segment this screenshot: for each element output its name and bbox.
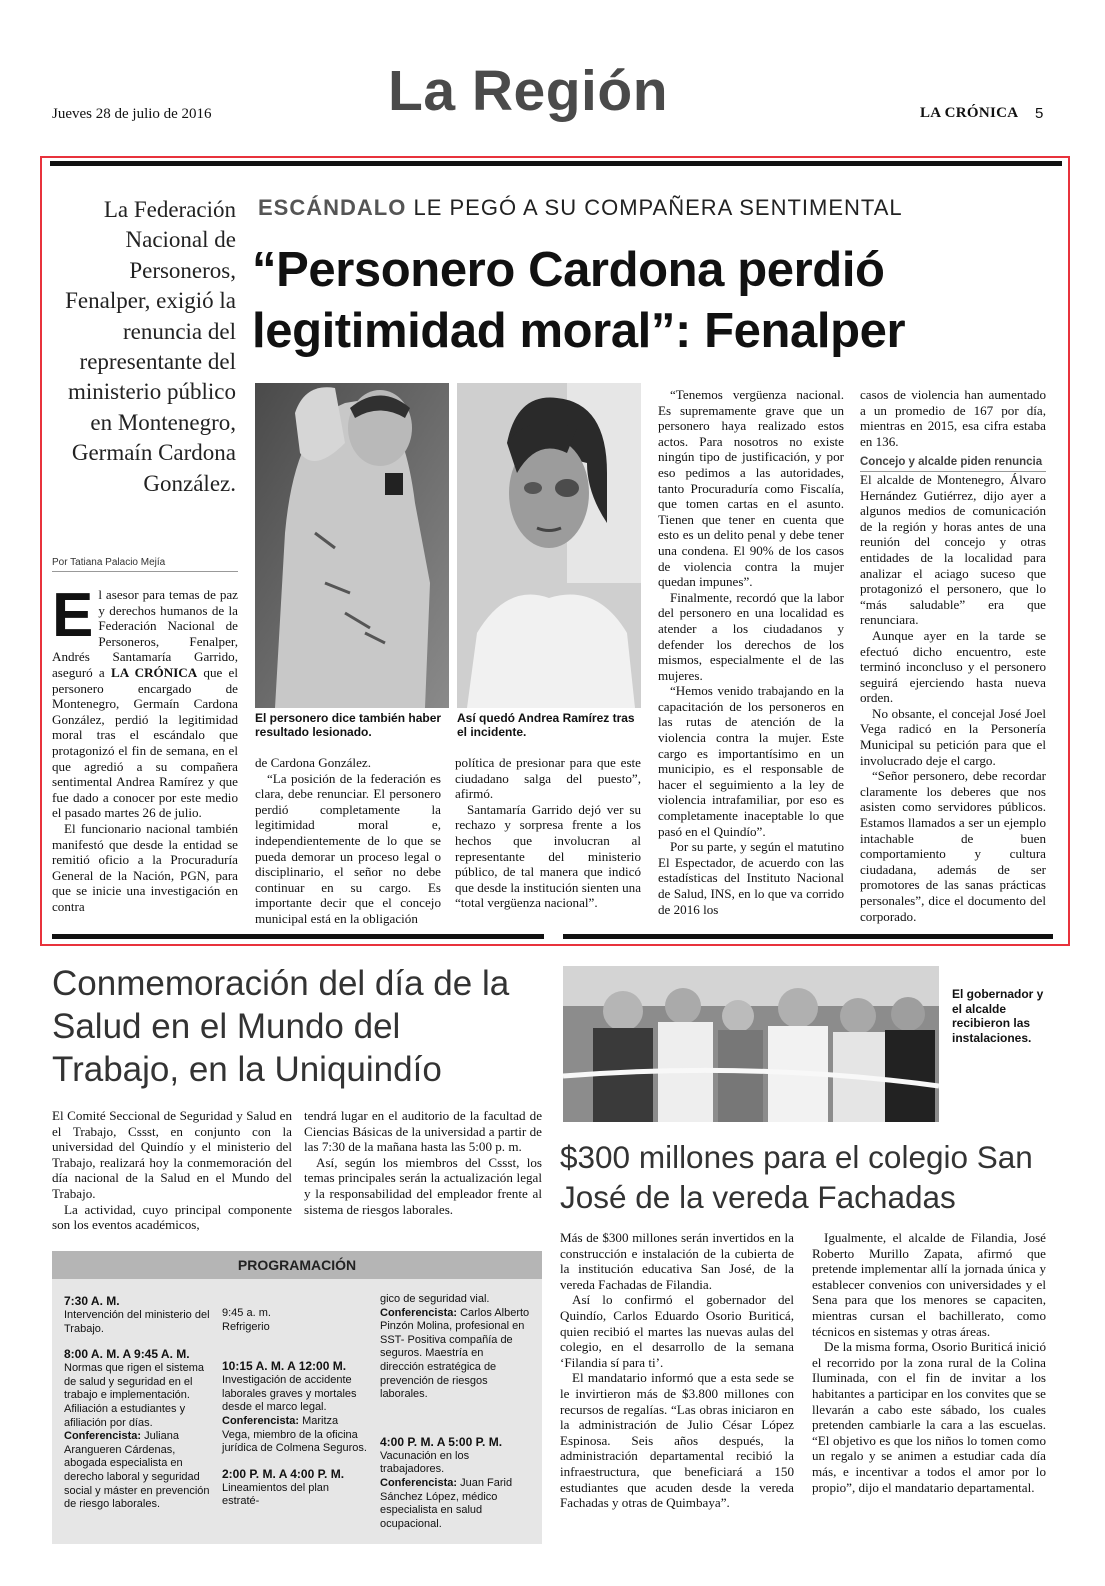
colegio-col-2 <box>812 1230 1046 1495</box>
colegio-photo-caption: El gobernador y el alcalde recibieron las instalaciones. <box>952 987 1044 1045</box>
section-title: La Región <box>388 59 669 123</box>
schedule-desc: Investigación de accidente laborales graves y mortales desde el marco legal. <box>222 1374 357 1414</box>
col3-paragraph-2: Santamaría Garrido dejó ver su rechazo y sorpresa frente a los hechos que involucran al representante del ministerio público, de tal manera que indicó que desde la institución sienten una “total vergüenza nacional”. <box>455 801 641 911</box>
schedule-time: 7:30 A. M. <box>64 1294 120 1308</box>
col4-paragraph-4: Por su parte, y según el matutino El Espectador, de acuerdo con las estadísticas del Instituto Nacional de Salud, INS, en lo que va corrido de 2016 los <box>658 839 844 917</box>
kicker-text: LE PEGÓ A SU COMPAÑERA SENTIMENTAL <box>406 195 903 220</box>
salud-paragraph-3: tendrá lugar en el auditorio de la facultad de Ciencias Básicas de la universidad a partir de las 7:30 de la mañana hasta las 5:00 p. m. <box>304 1108 542 1155</box>
salud-paragraph-4: Así, según los miembros del Cssst, los temas principales serán la actualización legal y la responsabilidad del empleador frente al sistema de riesgos laborales. <box>304 1154 542 1217</box>
bottom-rule-right <box>563 934 1053 939</box>
col2-paragraph-2: “La posición de la federación es clara, debe renunciar. El personero perdió completamente la legitimidad moral e, independientemente de lo que se pueda demorar un proceso legal o disciplinario, el señor no debe continuar en su cargo. Es importante decir que el concejo municipal está en la obligación <box>255 770 441 926</box>
schedule-desc: Vacunación en los trabajadores. <box>380 1449 470 1476</box>
col5-paragraph-2: El alcalde de Montenegro, Álvaro Hernández Gutiérrez, dijo ayer a algunos medios de comunicación de la región y horas antes de una reunión del concejo y otras entidades de la localidad para analizar el aciago suceso que protagonizó el personero, que lo “más saludable” era que renunciara. <box>860 471 1046 628</box>
programacion-title: PROGRAMACIÓN <box>237 1257 357 1273</box>
bottom-rule-left <box>52 934 544 939</box>
page-date: Jueves 28 de julio de 2016 <box>52 106 212 122</box>
headline-line-2: legitimidad moral”: Fenalper <box>252 304 906 358</box>
colegio-col-1 <box>560 1230 794 1511</box>
salud-col-1 <box>52 1108 292 1233</box>
speaker-label: Conferencista: <box>64 1430 142 1443</box>
kicker-label: ESCÁNDALO <box>258 195 407 220</box>
col5-subheading: Concejo y alcalde piden renuncia <box>860 455 1046 472</box>
speaker-name: Juan Farid Sánchez López, médico especialista en salud ocupacional. <box>380 1476 513 1530</box>
schedule-desc: Refrigerio <box>222 1320 270 1333</box>
speaker-label: Conferencista: <box>222 1414 300 1427</box>
headline-line-1: “Personero Cardona perdió <box>252 243 885 297</box>
brand-mention: LA CRÓNICA <box>110 664 198 680</box>
schedule-desc: Intervención del ministerio del Trabajo. <box>64 1309 210 1335</box>
colegio-paragraph-3: El mandatario informó que a esta sede se le invirtieron más de $3.800 millones con recursos de regalías. “Las obras iniciaron en la administración de Julio César López Espinosa. Seis años después, la administración departamental recibió la infraestructura, que beneficiará a 150 estudiantes que acuden desde la vereda Fachadas y otras de Quimbaya”. <box>560 1370 794 1511</box>
byline: Por Tatiana Palacio Mejía <box>52 557 166 568</box>
photo2-caption: Así quedó Andrea Ramírez tras el incidente. <box>457 711 635 739</box>
schedule-time: 2:00 P. M. A 4:00 P. M. <box>222 1466 345 1481</box>
speaker-name: Juliana Arangueren Cárdenas, abogada especialista en derecho laboral y seguridad social y máster en prevención de riesgo laborales. <box>64 1430 210 1511</box>
page-number: 5 <box>1035 105 1044 122</box>
col1-text-a: l asesor para temas de paz y derechos humanos de la Federación Nacional de Personeros, Fenalper, Andrés Santamaría Garrido, aseguró a <box>52 587 238 680</box>
speaker-name: Maritza Vega, miembro de la oficina jurídica de Colmena Seguros. <box>222 1414 367 1455</box>
col2-paragraph-1: de Cardona González. <box>255 755 371 770</box>
col1-text-b: que el personero encargado de Montenegro, Germaín Cardona González, perdió la legitimidad moral tras el escándalo que protagonizó el fin de semana, en el que agredió a su compañera sentimental Andrea Ramírez y que fue dado a conocer por este medio el pasado martes 26 de julio. <box>52 664 238 821</box>
salud-paragraph-2: La actividad, cuyo principal componente son los eventos académicos, <box>52 1201 292 1233</box>
article-col-3 <box>455 755 641 911</box>
schedule-time: 4:00 P. M. A 5:00 P. M. <box>380 1434 503 1449</box>
colegio-paragraph-1: Más de $300 millones serán invertidos en la construcción e instalación de la cubierta de la institución educativa San José, de la vereda Fachadas de Filandia. <box>560 1230 794 1292</box>
drop-cap: E <box>52 581 94 650</box>
col5-paragraph-3: Aunque ayer en la tarde se efectuó dicho encuentro, este terminó inconcluso y el personero seguirá ejerciendo hasta nueva orden. <box>860 627 1046 706</box>
article-col-4 <box>658 387 844 917</box>
salud-headline: Conmemoración del día de la Salud en el Mundo del Trabajo, en la Uniquindío <box>52 964 510 1089</box>
colegio-paragraph-4: Igualmente, el alcalde de Filandia, José Roberto Murillo Zapata, afirmó que pretende implementar allí la jornada única y establecer convenios con universidades y el Sena para que los menores se capaciten, mientras cursan el bachillerato, como técnicos en sistemas y otras áreas. <box>812 1230 1046 1339</box>
schedule-time: 9:45 a. m. <box>222 1307 271 1319</box>
col4-paragraph-2: Finalmente, recordó que la labor del personero en una localidad es atender a los ciudadanos y defender los derechos de los mismos, especialmente el de las mujeres. <box>658 589 844 683</box>
article-headline <box>252 240 905 362</box>
schedule-time: 8:00 A. M. A 9:45 A. M. <box>64 1347 190 1362</box>
colegio-paragraph-5: De la misma forma, Osorio Buriticá inició el recorrido por la zona rural de la Colina Iluminada, con el fin de invitar a los habitantes a participar en los convites que se llevarán a cabo este sábado, los cuales pretenden cambiarle la cara a las escuelas. “El objetivo es que los niños lo tomen como un regalo y se animen a estudiar cada día más, e incentivar a todos el amor por lo propio”, dijo el mandatario departamental. <box>812 1339 1046 1495</box>
personero-photo <box>255 383 449 708</box>
col5-paragraph-4: No obsante, el concejal José Joel Vega radicó en la Personería Municipal su petición para que el involucrado deje el cargo. <box>860 705 1046 768</box>
article-summary: La Federación Nacional de Personeros, Fenalper, exigió la renuncia del representante del ministerio público en Montenegro, Germaín Cardona González. <box>65 197 236 496</box>
paper-name <box>920 105 1018 122</box>
article-col-5 <box>860 387 1046 924</box>
schedule-desc: Lineamientos del plan estraté- <box>222 1481 330 1508</box>
schedule-desc: gico de seguridad vial. <box>380 1293 490 1305</box>
colegio-paragraph-2: Así lo confirmó el gobernador del Quindío, Carlos Eduardo Osorio Buriticá, quien recibió el martes las nuevas aulas del colegio, en el desarrollo de la semana ‘Filandia sí para ti’. <box>560 1292 794 1370</box>
schedule-desc: Normas que rigen el sistema de salud y seguridad en el trabajo e implementación. Afiliación a estudiantes y afiliación por días. <box>64 1362 205 1429</box>
speaker-label: Conferencista: <box>380 1476 458 1489</box>
salud-col-2 <box>304 1108 542 1217</box>
col4-paragraph-1: “Tenemos vergüenza nacional. Es supremamente grave que un personero haya realizado estos actos. Para nosotros no existe ningún tipo de justificación, y por eso pedimos a las autoridades, tanto Procuraduría como Fiscalía, que tomen cartas en el asunto. Tienen que tener en cuenta que esto es un delito penal y debe tener una condena. El 90% de los casos de violencia contra la mujer quedan impunes”. <box>658 387 844 590</box>
article-kicker <box>258 195 903 221</box>
paper-name-text: LA CRÓNICA <box>920 105 1019 121</box>
programacion-col-1 <box>64 1293 210 1512</box>
salud-paragraph-1: El Comité Seccional de Seguridad y Salud en el Trabajo, Cssst, en conjunto con la universidad del Quindío y el ministerio del Trabajo, realizará hoy la conmemoración del día nacional de la Salud en el Mundo del Trabajo. <box>52 1108 292 1201</box>
col5-paragraph-5: “Señor personero, debe recordar claramente los deberes que nos asisten como servidores públicos. Estamos llamados a ser un ejemplo intachable de buen comportamiento y cultura ciudadana, además de ser promotores de las sanas prácticas personales”, dice el documento del corporado. <box>860 768 1046 924</box>
col5-paragraph-1: casos de violencia han aumentado a un promedio de 167 por día, mientras en 2015, esa cifra estaba en 136. <box>860 387 1046 449</box>
col1-paragraph-2: El funcionario nacional también manifestó que desde la entidad se remitió oficio a la Procuraduría General de la Nación, PGN, para que se inicie una investigación en contra <box>52 820 238 914</box>
byline-rule <box>52 571 238 572</box>
speaker-label: Conferencista: <box>380 1306 458 1319</box>
schedule-time: 10:15 A. M. A 12:00 M. <box>222 1359 347 1374</box>
speaker-name: Carlos Alberto Pinzón Molina, profesional en SST- Positiva compañía de seguros. Maestría en dirección estratégica de prevención de riesgos laborales. <box>380 1306 530 1401</box>
top-rule <box>50 161 1062 166</box>
article-col-2 <box>255 755 441 927</box>
col4-paragraph-3: “Hemos venido trabajando en la capacitación de los personeros en las rutas de atención de la violencia contra la mujer. Este cargo es importantísimo en un municipio, es el responsable de hacer el seguimiento a la ley de violencia intrafamiliar, por eso es completamente inaceptable lo que pasó en el Quindío”. <box>658 683 844 839</box>
col3-paragraph-1: política de presionar para que este ciudadano salga del puesto”, afirmó. <box>455 755 641 802</box>
programacion-col-2 <box>222 1307 368 1509</box>
article-col-1 <box>52 581 238 914</box>
programacion-header <box>52 1251 542 1279</box>
victim-photo <box>457 383 641 708</box>
ribbon-cutting-photo <box>563 966 939 1122</box>
colegio-headline: $300 millones para el colegio San José de la vereda Fachadas <box>560 1139 1033 1215</box>
photo1-caption: El personero dice también haber resultado lesionado. <box>255 711 442 739</box>
programacion-col-3 <box>380 1293 530 1531</box>
